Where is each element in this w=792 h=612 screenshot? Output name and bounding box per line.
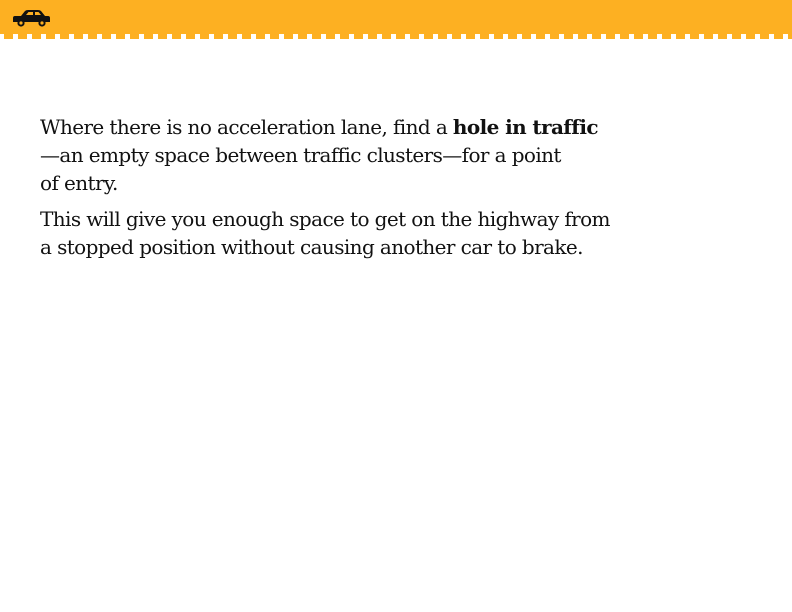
banner-dash (564, 34, 573, 39)
banner-dash (46, 34, 55, 39)
banner-dash (354, 34, 363, 39)
banner-dash (312, 34, 321, 39)
banner-dash (648, 34, 657, 39)
banner-dash (662, 34, 671, 39)
banner-dash (172, 34, 181, 39)
banner-dash (634, 34, 643, 39)
banner-dash (774, 34, 783, 39)
banner-dash (32, 34, 41, 39)
banner-dash (760, 34, 769, 39)
banner-dash (144, 34, 153, 39)
banner-dash (410, 34, 419, 39)
banner-dash (606, 34, 615, 39)
banner-dash (18, 34, 27, 39)
banner-dash (480, 34, 489, 39)
paragraph-2 (40, 205, 630, 261)
banner-dash (732, 34, 741, 39)
banner-dash (200, 34, 209, 39)
banner-dash (494, 34, 503, 39)
banner-dash (452, 34, 461, 39)
car-icon (10, 8, 52, 28)
banner-dash (214, 34, 223, 39)
banner-dash (620, 34, 629, 39)
banner-dash (242, 34, 251, 39)
p1-text-a: Where there is no acceleration lane, find a (40, 115, 453, 139)
banner-dash (788, 34, 792, 39)
banner-dash (130, 34, 139, 39)
banner-shape (0, 0, 792, 40)
banner-dash (704, 34, 713, 39)
banner-dash (466, 34, 475, 39)
p2-text-b: a stopped position without causing another car to brake. (40, 235, 583, 259)
banner-dash (382, 34, 391, 39)
banner-dash (284, 34, 293, 39)
banner-dash (592, 34, 601, 39)
body-text (40, 113, 630, 269)
banner-dash (578, 34, 587, 39)
banner-dash (522, 34, 531, 39)
banner-dash (60, 34, 69, 39)
banner-dash (550, 34, 559, 39)
banner-dash (74, 34, 83, 39)
banner-dash (326, 34, 335, 39)
banner-dash (718, 34, 727, 39)
banner-dash (690, 34, 699, 39)
banner-dash (116, 34, 125, 39)
banner-dash (270, 34, 279, 39)
banner-dash (256, 34, 265, 39)
banner-dash (396, 34, 405, 39)
banner-dash (158, 34, 167, 39)
banner-dash (536, 34, 545, 39)
banner-dash (424, 34, 433, 39)
paragraph-1 (40, 113, 630, 197)
banner-dash (228, 34, 237, 39)
banner-dash (88, 34, 97, 39)
banner-dash (368, 34, 377, 39)
banner-dash (746, 34, 755, 39)
banner-dash (298, 34, 307, 39)
banner-dash (676, 34, 685, 39)
banner-dash (508, 34, 517, 39)
banner-dash (102, 34, 111, 39)
hole-in-traffic-term: hole in traffic (452, 115, 598, 139)
banner-dash (186, 34, 195, 39)
banner-dash (340, 34, 349, 39)
p1-text-d: of entry. (40, 171, 118, 195)
top-banner (0, 0, 792, 36)
p2-text-a: This will give you enough space to get on the highway from (40, 207, 610, 231)
banner-dash (438, 34, 447, 39)
p1-text-c: —an empty space between traffic clusters—for a point (40, 143, 561, 167)
banner-dash (4, 34, 13, 39)
